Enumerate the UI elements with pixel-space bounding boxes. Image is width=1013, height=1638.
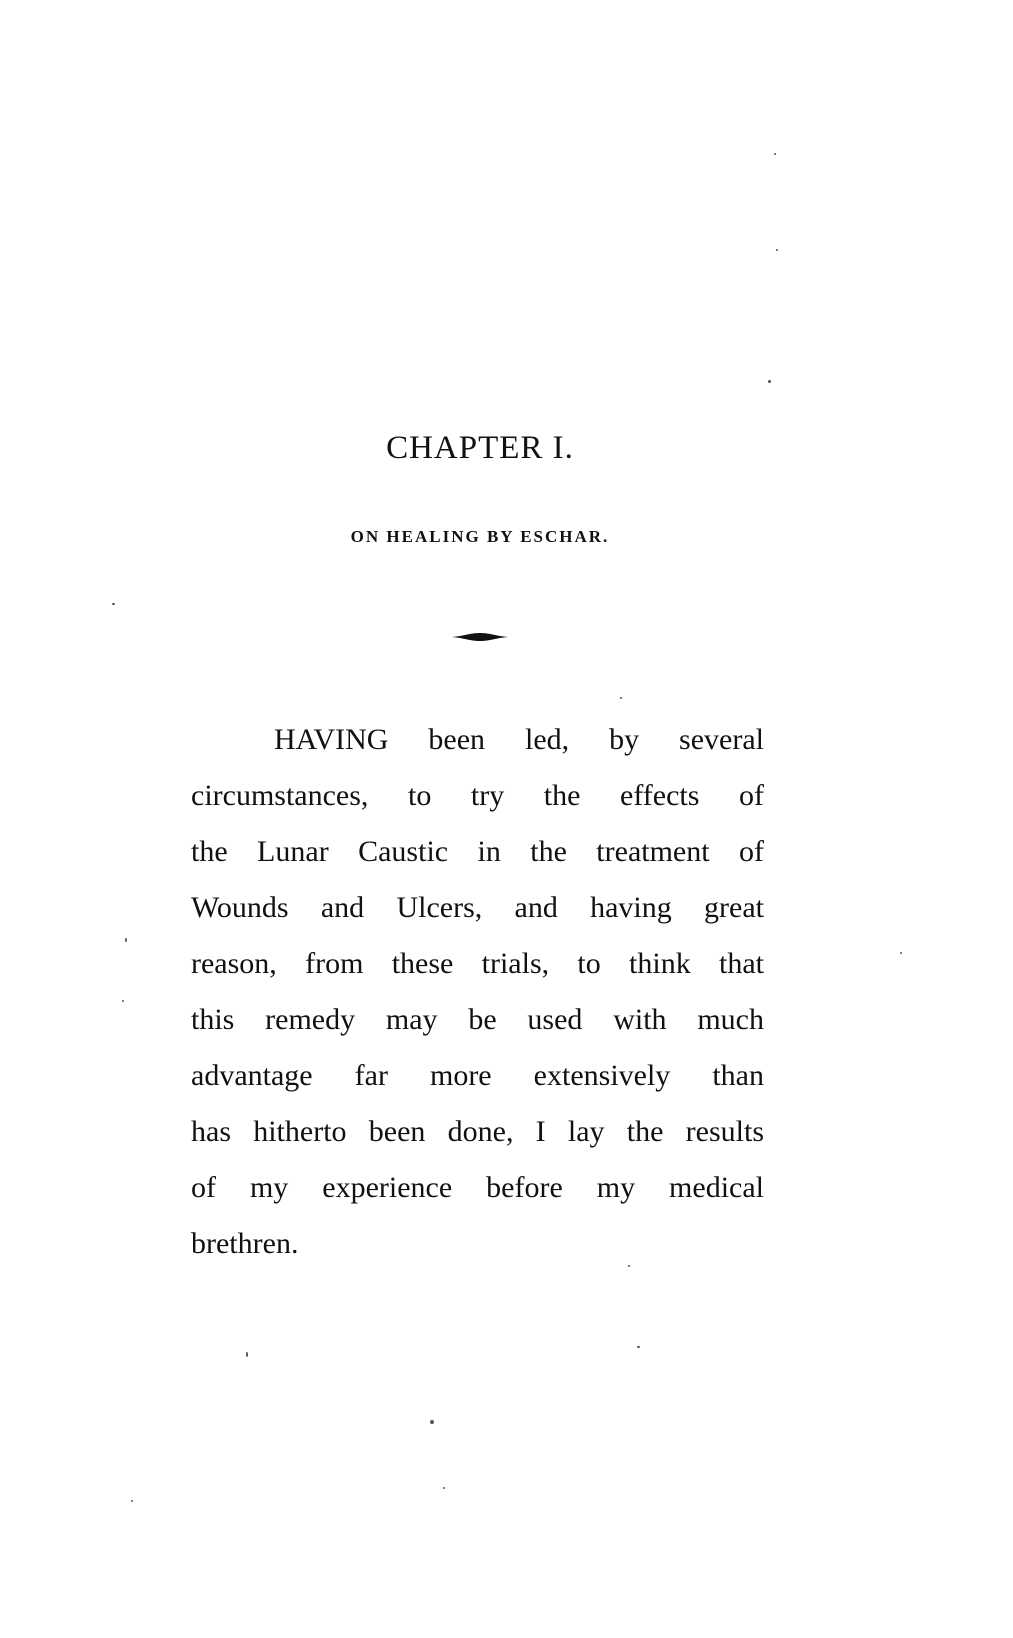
paragraph-line: reason, from these trials, to think that bbox=[191, 947, 764, 980]
chapter-subtitle: ON HEALING BY ESCHAR. bbox=[350, 527, 610, 546]
scan-speck bbox=[637, 1346, 640, 1348]
paragraph-line: HAVING been led, by several bbox=[274, 723, 764, 756]
scan-speck bbox=[112, 603, 115, 605]
ornament-dash-icon bbox=[452, 630, 508, 644]
paragraph-line: Wounds and Ulcers, and having great bbox=[191, 891, 764, 924]
scan-speck bbox=[620, 697, 622, 699]
scan-speck bbox=[774, 153, 776, 155]
scan-speck bbox=[246, 1352, 248, 1357]
scan-speck bbox=[776, 249, 778, 251]
paragraph-line: circumstances, to try the effects of bbox=[191, 779, 764, 812]
scan-speck bbox=[131, 1500, 133, 1502]
paragraph-line: of my experience before my medical bbox=[191, 1171, 764, 1204]
scan-speck bbox=[768, 380, 771, 383]
paragraph-line: has hitherto been done, I lay the results bbox=[191, 1115, 764, 1148]
paragraph-line: brethren. bbox=[191, 1227, 299, 1260]
paragraph-line: advantage far more extensively than bbox=[191, 1059, 764, 1092]
scan-speck bbox=[443, 1487, 445, 1489]
body-paragraph bbox=[191, 720, 764, 1280]
scan-speck bbox=[122, 1000, 124, 1002]
chapter-title: CHAPTER I. bbox=[386, 430, 574, 466]
paragraph-line: this remedy may be used with much bbox=[191, 1003, 764, 1036]
scan-speck bbox=[628, 1265, 630, 1267]
scan-speck bbox=[430, 1420, 434, 1424]
paragraph-line: the Lunar Caustic in the treatment of bbox=[191, 835, 764, 868]
scan-speck bbox=[900, 952, 902, 954]
scan-speck bbox=[125, 938, 127, 942]
